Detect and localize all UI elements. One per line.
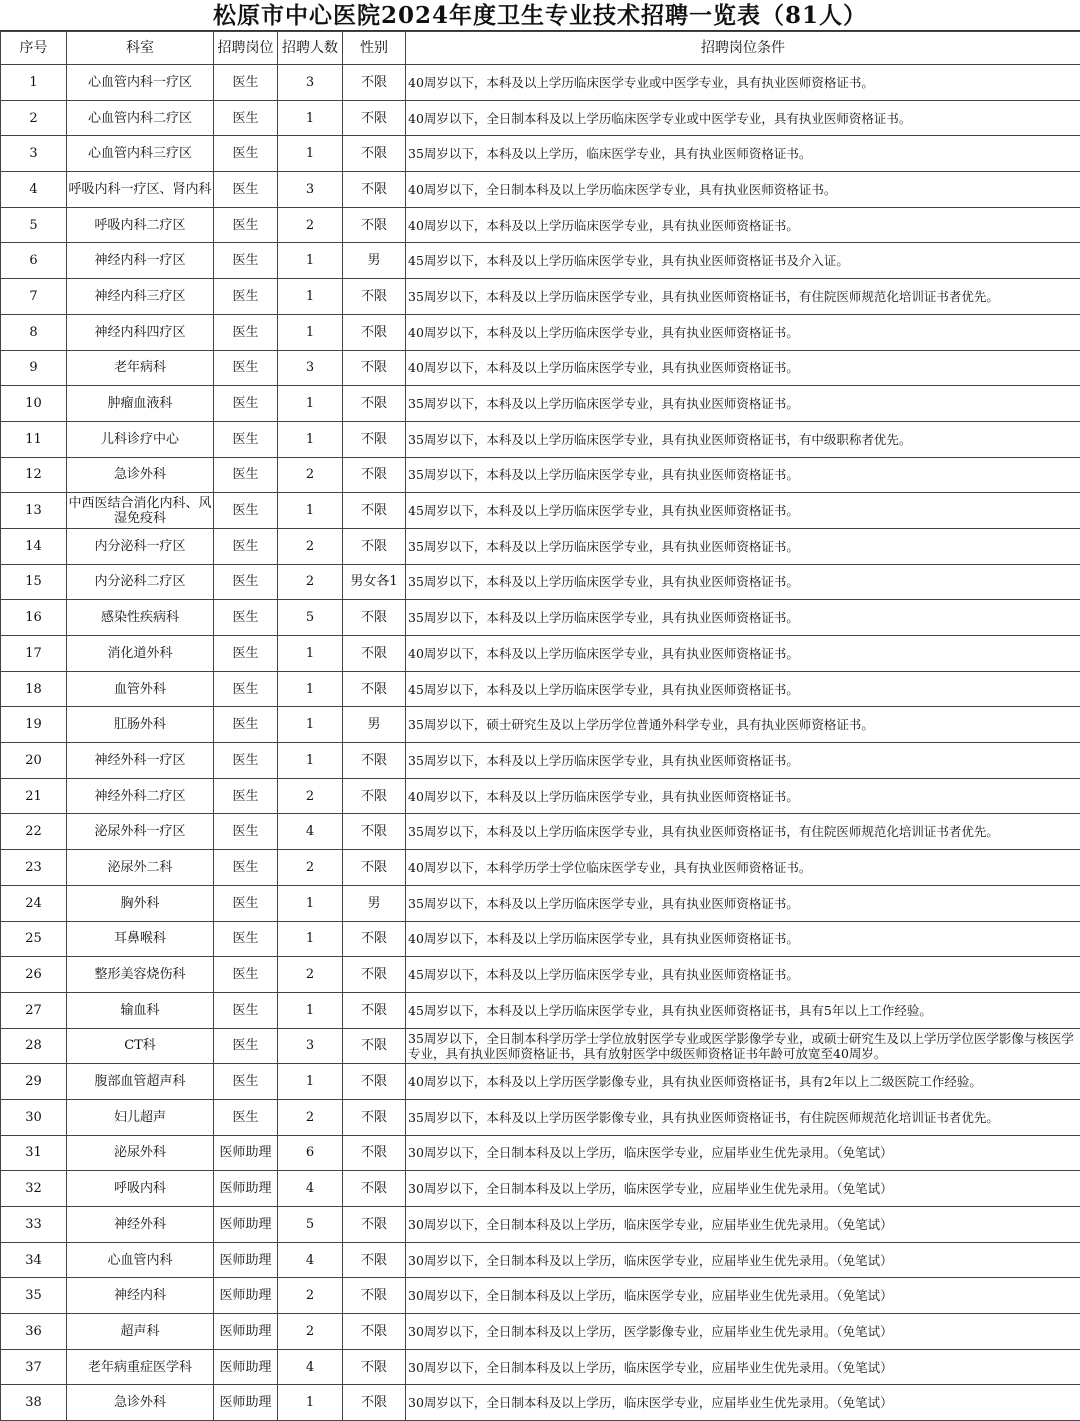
cell-no: 18 xyxy=(1,671,67,707)
cell-conditions: 35周岁以下，本科及以上学历临床医学专业，具有执业医师资格证书。 xyxy=(406,600,1080,636)
cell-no: 11 xyxy=(1,421,67,457)
cell-count: 1 xyxy=(278,743,343,779)
cell-conditions: 45周岁以下，本科及以上学历临床医学专业，具有执业医师资格证书及介入证。 xyxy=(406,243,1080,279)
cell-post: 医生 xyxy=(214,65,278,101)
cell-dept: 输血科 xyxy=(67,992,214,1028)
cell-dept: 肛肠外科 xyxy=(67,707,214,743)
cell-count: 1 xyxy=(278,386,343,422)
table-row xyxy=(1,957,1080,993)
table-row xyxy=(1,1207,1080,1243)
cell-post: 医生 xyxy=(214,707,278,743)
header-gender: 性别 xyxy=(343,32,406,65)
cell-post: 医师助理 xyxy=(214,1314,278,1350)
cell-gender: 不限 xyxy=(343,528,406,564)
cell-dept: 超声科 xyxy=(67,1314,214,1350)
cell-gender: 不限 xyxy=(343,1135,406,1171)
cell-gender: 不限 xyxy=(343,957,406,993)
cell-count: 2 xyxy=(278,1099,343,1135)
table-row xyxy=(1,814,1080,850)
cell-post: 医生 xyxy=(214,743,278,779)
cell-count: 5 xyxy=(278,600,343,636)
cell-no: 15 xyxy=(1,564,67,600)
header-no: 序号 xyxy=(1,32,67,65)
cell-count: 1 xyxy=(278,885,343,921)
cell-dept: 中西医结合消化内科、风湿免疫科 xyxy=(67,493,214,529)
cell-no: 7 xyxy=(1,279,67,315)
cell-gender: 不限 xyxy=(343,1314,406,1350)
cell-conditions: 35周岁以下，本科及以上学历临床医学专业，具有执业医师资格证书，有住院医师规范化培训证书者优先。 xyxy=(406,814,1080,850)
cell-no: 33 xyxy=(1,1207,67,1243)
cell-count: 4 xyxy=(278,1171,343,1207)
table-row xyxy=(1,850,1080,886)
cell-gender: 不限 xyxy=(343,1242,406,1278)
table-row xyxy=(1,243,1080,279)
cell-no: 37 xyxy=(1,1349,67,1385)
table-row xyxy=(1,421,1080,457)
cell-gender: 不限 xyxy=(343,100,406,136)
cell-gender: 不限 xyxy=(343,314,406,350)
cell-conditions: 35周岁以下，本科及以上学历，临床医学专业，具有执业医师资格证书。 xyxy=(406,136,1080,172)
table-row xyxy=(1,457,1080,493)
cell-conditions: 30周岁以下，全日制本科及以上学历，临床医学专业，应届毕业生优先录用。（免笔试） xyxy=(406,1385,1080,1421)
cell-gender: 不限 xyxy=(343,1278,406,1314)
cell-dept: 急诊外科 xyxy=(67,457,214,493)
cell-post: 医生 xyxy=(214,957,278,993)
cell-no: 1 xyxy=(1,65,67,101)
cell-gender: 不限 xyxy=(343,636,406,672)
recruitment-table xyxy=(0,31,1080,1421)
cell-post: 医生 xyxy=(214,136,278,172)
table-row xyxy=(1,1385,1080,1421)
cell-post: 医生 xyxy=(214,421,278,457)
cell-conditions: 40周岁以下，全日制本科及以上学历临床医学专业或中医学专业，具有执业医师资格证书。 xyxy=(406,100,1080,136)
page-title: 松原市中心医院2024年度卫生专业技术招聘一览表（81人） xyxy=(0,0,1080,31)
cell-count: 2 xyxy=(278,957,343,993)
cell-post: 医生 xyxy=(214,921,278,957)
cell-gender: 男 xyxy=(343,243,406,279)
table-row xyxy=(1,1171,1080,1207)
cell-post: 医生 xyxy=(214,814,278,850)
cell-no: 20 xyxy=(1,743,67,779)
cell-gender: 不限 xyxy=(343,279,406,315)
cell-post: 医生 xyxy=(214,528,278,564)
cell-no: 28 xyxy=(1,1028,67,1064)
cell-no: 21 xyxy=(1,778,67,814)
cell-dept: 神经内科一疗区 xyxy=(67,243,214,279)
cell-no: 4 xyxy=(1,172,67,208)
cell-dept: 神经外科 xyxy=(67,1207,214,1243)
cell-no: 13 xyxy=(1,493,67,529)
cell-post: 医生 xyxy=(214,493,278,529)
cell-conditions: 45周岁以下，本科及以上学历临床医学专业，具有执业医师资格证书。 xyxy=(406,957,1080,993)
header-conditions: 招聘岗位条件 xyxy=(406,32,1080,65)
table-row xyxy=(1,65,1080,101)
cell-no: 14 xyxy=(1,528,67,564)
cell-dept: 呼吸内科一疗区、肾内科 xyxy=(67,172,214,208)
header-count: 招聘人数 xyxy=(278,32,343,65)
cell-count: 2 xyxy=(278,778,343,814)
cell-dept: 儿科诊疗中心 xyxy=(67,421,214,457)
cell-post: 医生 xyxy=(214,850,278,886)
table-row xyxy=(1,564,1080,600)
cell-post: 医师助理 xyxy=(214,1242,278,1278)
cell-no: 22 xyxy=(1,814,67,850)
table-body xyxy=(1,65,1080,1421)
cell-no: 23 xyxy=(1,850,67,886)
cell-conditions: 30周岁以下，全日制本科及以上学历，临床医学专业，应届毕业生优先录用。（免笔试） xyxy=(406,1242,1080,1278)
cell-no: 30 xyxy=(1,1099,67,1135)
cell-count: 1 xyxy=(278,921,343,957)
cell-conditions: 35周岁以下，本科及以上学历临床医学专业，具有执业医师资格证书。 xyxy=(406,743,1080,779)
cell-count: 3 xyxy=(278,1028,343,1064)
cell-conditions: 40周岁以下，本科及以上学历临床医学专业，具有执业医师资格证书。 xyxy=(406,207,1080,243)
cell-gender: 不限 xyxy=(343,814,406,850)
cell-count: 4 xyxy=(278,814,343,850)
cell-conditions: 30周岁以下，全日制本科及以上学历，临床医学专业，应届毕业生优先录用。（免笔试） xyxy=(406,1278,1080,1314)
cell-count: 2 xyxy=(278,207,343,243)
table-row xyxy=(1,314,1080,350)
cell-conditions: 35周岁以下，本科及以上学历临床医学专业，具有执业医师资格证书。 xyxy=(406,386,1080,422)
cell-count: 1 xyxy=(278,1385,343,1421)
cell-count: 2 xyxy=(278,1278,343,1314)
cell-count: 1 xyxy=(278,243,343,279)
cell-post: 医生 xyxy=(214,172,278,208)
cell-dept: 消化道外科 xyxy=(67,636,214,672)
cell-conditions: 35周岁以下，本科及以上学历临床医学专业，具有执业医师资格证书。 xyxy=(406,528,1080,564)
cell-count: 3 xyxy=(278,65,343,101)
cell-conditions: 35周岁以下，本科及以上学历临床医学专业，具有执业医师资格证书。 xyxy=(406,564,1080,600)
cell-no: 16 xyxy=(1,600,67,636)
cell-gender: 不限 xyxy=(343,1207,406,1243)
table-row xyxy=(1,671,1080,707)
table-row xyxy=(1,636,1080,672)
cell-conditions: 40周岁以下，本科及以上学历临床医学专业，具有执业医师资格证书。 xyxy=(406,636,1080,672)
cell-post: 医生 xyxy=(214,243,278,279)
cell-post: 医生 xyxy=(214,207,278,243)
table-row xyxy=(1,885,1080,921)
cell-dept: 胸外科 xyxy=(67,885,214,921)
table-row xyxy=(1,100,1080,136)
cell-no: 38 xyxy=(1,1385,67,1421)
cell-no: 24 xyxy=(1,885,67,921)
table-row xyxy=(1,1099,1080,1135)
cell-dept: CT科 xyxy=(67,1028,214,1064)
cell-count: 1 xyxy=(278,136,343,172)
cell-conditions: 30周岁以下，全日制本科及以上学历，临床医学专业，应届毕业生优先录用。（免笔试） xyxy=(406,1207,1080,1243)
cell-conditions: 40周岁以下，全日制本科及以上学历临床医学专业，具有执业医师资格证书。 xyxy=(406,172,1080,208)
cell-dept: 呼吸内科 xyxy=(67,1171,214,1207)
cell-no: 34 xyxy=(1,1242,67,1278)
cell-post: 医生 xyxy=(214,671,278,707)
table-row xyxy=(1,743,1080,779)
table-row xyxy=(1,992,1080,1028)
cell-post: 医师助理 xyxy=(214,1349,278,1385)
header-post: 招聘岗位 xyxy=(214,32,278,65)
cell-post: 医生 xyxy=(214,992,278,1028)
cell-count: 1 xyxy=(278,671,343,707)
table-row xyxy=(1,1314,1080,1350)
cell-no: 31 xyxy=(1,1135,67,1171)
cell-dept: 急诊外科 xyxy=(67,1385,214,1421)
cell-no: 2 xyxy=(1,100,67,136)
cell-no: 27 xyxy=(1,992,67,1028)
cell-dept: 妇儿超声 xyxy=(67,1099,214,1135)
cell-conditions: 40周岁以下，本科学历学士学位临床医学专业，具有执业医师资格证书。 xyxy=(406,850,1080,886)
cell-dept: 肿瘤血液科 xyxy=(67,386,214,422)
table-row xyxy=(1,1064,1080,1100)
cell-dept: 泌尿外科 xyxy=(67,1135,214,1171)
cell-post: 医师助理 xyxy=(214,1385,278,1421)
cell-count: 3 xyxy=(278,350,343,386)
cell-gender: 不限 xyxy=(343,1099,406,1135)
table-row xyxy=(1,707,1080,743)
cell-count: 1 xyxy=(278,100,343,136)
cell-conditions: 40周岁以下，本科及以上学历临床医学专业，具有执业医师资格证书。 xyxy=(406,778,1080,814)
cell-conditions: 35周岁以下，本科及以上学历临床医学专业，具有执业医师资格证书，有中级职称者优先。 xyxy=(406,421,1080,457)
cell-count: 3 xyxy=(278,172,343,208)
cell-no: 29 xyxy=(1,1064,67,1100)
cell-no: 12 xyxy=(1,457,67,493)
cell-dept: 老年病科 xyxy=(67,350,214,386)
cell-dept: 神经外科一疗区 xyxy=(67,743,214,779)
cell-dept: 心血管内科 xyxy=(67,1242,214,1278)
cell-dept: 整形美容烧伤科 xyxy=(67,957,214,993)
cell-gender: 不限 xyxy=(343,1028,406,1064)
cell-gender: 不限 xyxy=(343,1385,406,1421)
table-row xyxy=(1,1028,1080,1064)
cell-count: 1 xyxy=(278,279,343,315)
cell-conditions: 30周岁以下，全日制本科及以上学历，临床医学专业，应届毕业生优先录用。（免笔试） xyxy=(406,1135,1080,1171)
cell-conditions: 40周岁以下，本科及以上学历临床医学专业，具有执业医师资格证书。 xyxy=(406,350,1080,386)
cell-gender: 不限 xyxy=(343,743,406,779)
cell-dept: 神经内科三疗区 xyxy=(67,279,214,315)
cell-conditions: 30周岁以下，全日制本科及以上学历，医学影像专业，应届毕业生优先录用。（免笔试） xyxy=(406,1314,1080,1350)
cell-no: 35 xyxy=(1,1278,67,1314)
cell-post: 医生 xyxy=(214,1099,278,1135)
cell-count: 6 xyxy=(278,1135,343,1171)
cell-conditions: 40周岁以下，本科及以上学历临床医学专业，具有执业医师资格证书。 xyxy=(406,921,1080,957)
cell-gender: 不限 xyxy=(343,172,406,208)
cell-post: 医生 xyxy=(214,636,278,672)
cell-no: 6 xyxy=(1,243,67,279)
cell-no: 36 xyxy=(1,1314,67,1350)
cell-dept: 感染性疾病科 xyxy=(67,600,214,636)
cell-gender: 不限 xyxy=(343,136,406,172)
cell-post: 医生 xyxy=(214,564,278,600)
cell-post: 医生 xyxy=(214,457,278,493)
table-row xyxy=(1,921,1080,957)
cell-conditions: 35周岁以下，硕士研究生及以上学历学位普通外科学专业，具有执业医师资格证书。 xyxy=(406,707,1080,743)
cell-no: 19 xyxy=(1,707,67,743)
cell-conditions: 35周岁以下，本科及以上学历临床医学专业，具有执业医师资格证书，有住院医师规范化培训证书者优先。 xyxy=(406,279,1080,315)
cell-count: 2 xyxy=(278,528,343,564)
cell-count: 1 xyxy=(278,314,343,350)
cell-dept: 神经内科 xyxy=(67,1278,214,1314)
cell-no: 32 xyxy=(1,1171,67,1207)
cell-gender: 不限 xyxy=(343,778,406,814)
cell-count: 1 xyxy=(278,1064,343,1100)
cell-conditions: 35周岁以下，本科及以上学历临床医学专业，具有执业医师资格证书。 xyxy=(406,457,1080,493)
cell-dept: 老年病重症医学科 xyxy=(67,1349,214,1385)
cell-no: 8 xyxy=(1,314,67,350)
cell-conditions: 40周岁以下，本科及以上学历医学影像专业，具有执业医师资格证书，具有2年以上二级医院工作经验。 xyxy=(406,1064,1080,1100)
cell-gender: 不限 xyxy=(343,1171,406,1207)
table-row xyxy=(1,172,1080,208)
cell-count: 4 xyxy=(278,1349,343,1385)
cell-post: 医生 xyxy=(214,778,278,814)
cell-post: 医生 xyxy=(214,350,278,386)
cell-count: 2 xyxy=(278,1314,343,1350)
cell-post: 医生 xyxy=(214,314,278,350)
table-row xyxy=(1,1278,1080,1314)
cell-dept: 神经外科二疗区 xyxy=(67,778,214,814)
cell-gender: 不限 xyxy=(343,350,406,386)
cell-dept: 内分泌科一疗区 xyxy=(67,528,214,564)
cell-dept: 泌尿外科一疗区 xyxy=(67,814,214,850)
cell-post: 医生 xyxy=(214,1028,278,1064)
cell-dept: 耳鼻喉科 xyxy=(67,921,214,957)
cell-no: 26 xyxy=(1,957,67,993)
cell-post: 医生 xyxy=(214,386,278,422)
cell-conditions: 35周岁以下，全日制本科学历学士学位放射医学专业或医学影像学专业，或硕士研究生及以上学历学位医学影像与核医学专业，具有执业医师资格证书，具有放射医学中级医师资格证书年龄可放宽至40周岁。 xyxy=(406,1028,1080,1064)
cell-conditions: 30周岁以下，全日制本科及以上学历，临床医学专业，应届毕业生优先录用。（免笔试） xyxy=(406,1171,1080,1207)
table-row xyxy=(1,600,1080,636)
table-row xyxy=(1,528,1080,564)
cell-gender: 不限 xyxy=(343,65,406,101)
header-dept: 科室 xyxy=(67,32,214,65)
cell-gender: 不限 xyxy=(343,421,406,457)
cell-dept: 血管外科 xyxy=(67,671,214,707)
cell-conditions: 35周岁以下，本科及以上学历医学影像专业，具有执业医师资格证书，有住院医师规范化培训证书者优先。 xyxy=(406,1099,1080,1135)
cell-no: 9 xyxy=(1,350,67,386)
cell-dept: 心血管内科三疗区 xyxy=(67,136,214,172)
cell-count: 1 xyxy=(278,636,343,672)
cell-dept: 腹部血管超声科 xyxy=(67,1064,214,1100)
cell-gender: 不限 xyxy=(343,600,406,636)
cell-gender: 男 xyxy=(343,707,406,743)
cell-post: 医师助理 xyxy=(214,1278,278,1314)
cell-gender: 不限 xyxy=(343,493,406,529)
cell-count: 1 xyxy=(278,421,343,457)
table-row xyxy=(1,1349,1080,1385)
table-row xyxy=(1,136,1080,172)
cell-gender: 男 xyxy=(343,885,406,921)
table-row xyxy=(1,1242,1080,1278)
cell-gender: 不限 xyxy=(343,921,406,957)
cell-conditions: 45周岁以下，本科及以上学历临床医学专业，具有执业医师资格证书。 xyxy=(406,671,1080,707)
table-row xyxy=(1,207,1080,243)
cell-count: 1 xyxy=(278,707,343,743)
cell-gender: 不限 xyxy=(343,992,406,1028)
cell-no: 17 xyxy=(1,636,67,672)
cell-dept: 神经内科四疗区 xyxy=(67,314,214,350)
cell-count: 2 xyxy=(278,457,343,493)
cell-gender: 不限 xyxy=(343,1064,406,1100)
cell-no: 10 xyxy=(1,386,67,422)
cell-post: 医生 xyxy=(214,600,278,636)
table-row xyxy=(1,279,1080,315)
cell-post: 医师助理 xyxy=(214,1135,278,1171)
cell-gender: 不限 xyxy=(343,671,406,707)
cell-gender: 不限 xyxy=(343,1349,406,1385)
cell-gender: 不限 xyxy=(343,457,406,493)
cell-post: 医师助理 xyxy=(214,1171,278,1207)
cell-conditions: 45周岁以下，本科及以上学历临床医学专业，具有执业医师资格证书。 xyxy=(406,493,1080,529)
cell-post: 医生 xyxy=(214,100,278,136)
cell-count: 1 xyxy=(278,493,343,529)
table-row xyxy=(1,493,1080,529)
cell-count: 5 xyxy=(278,1207,343,1243)
cell-dept: 心血管内科二疗区 xyxy=(67,100,214,136)
cell-no: 25 xyxy=(1,921,67,957)
cell-conditions: 40周岁以下，本科及以上学历临床医学专业，具有执业医师资格证书。 xyxy=(406,314,1080,350)
cell-conditions: 35周岁以下，本科及以上学历临床医学专业，具有执业医师资格证书。 xyxy=(406,885,1080,921)
cell-dept: 泌尿外二科 xyxy=(67,850,214,886)
cell-dept: 内分泌科二疗区 xyxy=(67,564,214,600)
table-row xyxy=(1,386,1080,422)
cell-dept: 心血管内科一疗区 xyxy=(67,65,214,101)
table-row xyxy=(1,778,1080,814)
cell-conditions: 40周岁以下，本科及以上学历临床医学专业或中医学专业，具有执业医师资格证书。 xyxy=(406,65,1080,101)
cell-no: 3 xyxy=(1,136,67,172)
table-row xyxy=(1,1135,1080,1171)
cell-post: 医生 xyxy=(214,1064,278,1100)
table-row xyxy=(1,350,1080,386)
cell-count: 1 xyxy=(278,992,343,1028)
cell-conditions: 45周岁以下，本科及以上学历临床医学专业，具有执业医师资格证书，具有5年以上工作经验。 xyxy=(406,992,1080,1028)
cell-post: 医生 xyxy=(214,885,278,921)
cell-gender: 男女各1 xyxy=(343,564,406,600)
cell-no: 5 xyxy=(1,207,67,243)
cell-gender: 不限 xyxy=(343,207,406,243)
cell-conditions: 30周岁以下，全日制本科及以上学历，临床医学专业，应届毕业生优先录用。（免笔试） xyxy=(406,1349,1080,1385)
cell-post: 医师助理 xyxy=(214,1207,278,1243)
cell-post: 医生 xyxy=(214,279,278,315)
cell-gender: 不限 xyxy=(343,850,406,886)
cell-gender: 不限 xyxy=(343,386,406,422)
cell-count: 4 xyxy=(278,1242,343,1278)
cell-count: 2 xyxy=(278,564,343,600)
cell-dept: 呼吸内科二疗区 xyxy=(67,207,214,243)
table-header-row xyxy=(1,32,1080,65)
cell-count: 2 xyxy=(278,850,343,886)
